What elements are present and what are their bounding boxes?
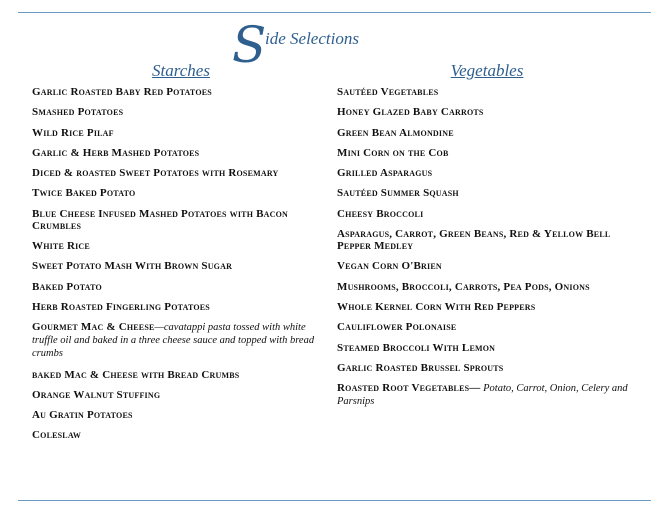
list-item (32, 281, 322, 293)
list-item (337, 127, 637, 139)
item-name: Baked Potato (32, 280, 102, 293)
list-item (32, 106, 322, 118)
item-name: Garlic Roasted Brussel Sprouts (337, 361, 504, 374)
item-name: Roasted Root Vegetables— (337, 382, 481, 395)
item-description: —cavatappi pasta tossed with white truffle oil and baked in a three cheese sauce and topped with bread crumbs (32, 322, 315, 360)
item-name: Blue Cheese Infused Mashed Potatoes with Bacon Crumbles (32, 207, 288, 232)
starches-list (32, 86, 322, 441)
list-item (32, 187, 322, 199)
list-item (32, 429, 322, 441)
item-name: Garlic & Herb Mashed Potatoes (32, 146, 200, 159)
list-item (337, 106, 637, 118)
list-item (337, 342, 637, 354)
title-initial: S (232, 16, 267, 74)
item-name: Asparagus, Carrot, Green Beans, Red & Yellow Bell Pepper Medley (337, 228, 611, 253)
list-item (32, 321, 322, 360)
list-item (337, 281, 637, 293)
title-text: ide Selections (265, 29, 359, 48)
vegetables-list (337, 86, 637, 408)
list-item (337, 147, 637, 159)
item-name: Herb Roasted Fingerling Potatoes (32, 300, 210, 313)
list-item (337, 167, 637, 179)
item-name: Sautéed Vegetables (337, 86, 439, 98)
item-name: Steamed Broccoli With Lemon (337, 341, 496, 354)
item-name: Mini Corn on the Cob (337, 146, 449, 159)
list-item (337, 301, 637, 313)
list-item (32, 86, 322, 98)
list-item (32, 147, 322, 159)
list-item (337, 208, 637, 220)
item-name: White Rice (32, 240, 90, 253)
starches-heading: Starches (152, 61, 210, 80)
list-item (337, 187, 637, 199)
list-item (337, 260, 637, 272)
item-name: Mushrooms, Broccoli, Carrots, Pea Pods, Onions (337, 280, 590, 293)
bottom-divider (18, 500, 651, 501)
item-name: Sautéed Summer Squash (337, 187, 459, 200)
list-item (32, 167, 322, 179)
list-item (337, 362, 637, 374)
list-item (337, 228, 637, 252)
item-name: Garlic Roasted Baby Red Potatoes (32, 86, 212, 98)
list-item (337, 321, 637, 333)
item-name: baked Mac & Cheese with Bread Crumbs (32, 368, 240, 381)
item-name: Smashed Potatoes (32, 106, 124, 119)
list-item (32, 127, 322, 139)
item-name: Orange Walnut Stuffing (32, 388, 161, 401)
item-name: Whole Kernel Corn With Red Peppers (337, 300, 536, 313)
item-name: Wild Rice Pilaf (32, 126, 114, 139)
item-name: Coleslaw (32, 429, 82, 442)
list-item (337, 382, 637, 408)
vegetables-column (337, 62, 637, 416)
item-name: Au Gratin Potatoes (32, 409, 133, 422)
list-item (32, 260, 322, 272)
list-item (337, 86, 637, 98)
list-item (32, 409, 322, 421)
item-name: Honey Glazed Baby Carrots (337, 106, 484, 119)
vegetables-heading: Vegetables (450, 61, 524, 80)
item-description: Potato, Carrot, Onion, Celery and Parsnips (337, 383, 628, 408)
item-name: Diced & roasted Sweet Potatoes with Rosemary (32, 167, 279, 180)
item-name: Twice Baked Potato (32, 187, 136, 200)
list-item (32, 301, 322, 313)
top-divider (18, 12, 651, 13)
item-name: Cheesy Broccoli (337, 207, 424, 220)
item-name: Cauliflower Polonaise (337, 321, 457, 334)
item-name: Grilled Asparagus (337, 167, 433, 180)
item-name: Gourmet Mac & Cheese (32, 321, 155, 334)
item-name: Green Bean Almondine (337, 126, 454, 139)
item-name: Sweet Potato Mash With Brown Sugar (32, 260, 233, 273)
list-item (32, 389, 322, 401)
list-item (32, 208, 322, 232)
list-item (32, 369, 322, 381)
item-name: Vegan Corn O'Brien (337, 260, 442, 273)
starches-column (32, 62, 322, 450)
list-item (32, 240, 322, 252)
